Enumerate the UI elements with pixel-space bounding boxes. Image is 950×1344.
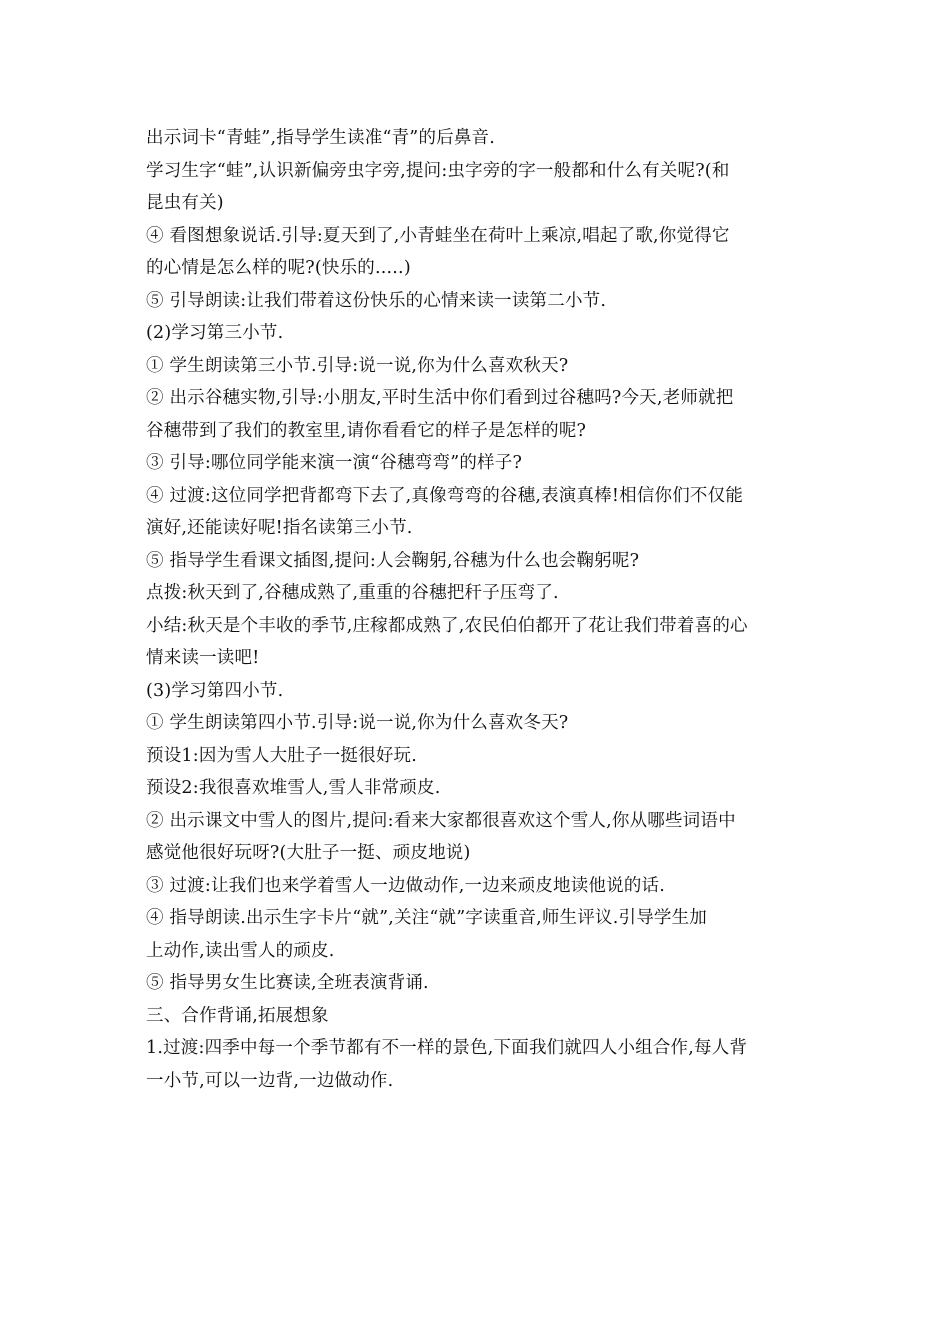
text-line: ③ 引导:哪位同学能来演一演“谷穗弯弯”的样子?	[146, 453, 523, 473]
text-line: ① 学生朗读第三小节.引导:说一说,你为什么喜欢秋天?	[146, 355, 569, 376]
text-line: ④ 看图想象说话.引导:夏天到了,小青蛙坐在荷叶上乘凉,唱起了歌,你觉得它	[146, 225, 730, 246]
text-line: ⑤ 指导学生看课文插图,提问:人会鞠躬,谷穗为什么也会鞠躬呢?	[146, 550, 640, 571]
section-heading: (2)学习第三小节.	[146, 323, 284, 343]
text-line: 演好,还能读好呢!指名读第三小节.	[146, 518, 413, 538]
text-line: 预设2:我很喜欢堆雪人,雪人非常顽皮.	[146, 778, 441, 798]
text-line: 情来读一读吧!	[146, 648, 260, 668]
text-line: ⑤ 指导男女生比赛读,全班表演背诵.	[146, 973, 429, 993]
document-body	[146, 122, 810, 1097]
text-line: ⑤ 引导朗读:让我们带着这份快乐的心情来读一读第二小节.	[146, 290, 607, 311]
text-line: 的心情是怎么样的呢?(快乐的.....)	[146, 258, 411, 278]
text-line: ④ 指导朗读.出示生字卡片“就”,关注“就”字读重音,师生评议.引导学生加	[146, 908, 707, 928]
text-line: 感觉他很好玩呀?(大肚子一挺、顽皮地说)	[146, 843, 471, 863]
text-line: 出示词卡“青蛙”,指导学生读准“青”的后鼻音.	[146, 128, 496, 148]
text-line: ④ 过渡:这位同学把背都弯下去了,真像弯弯的谷穗,表演真棒!相信你们不仅能	[146, 485, 744, 506]
text-line: 点拨:秋天到了,谷穗成熟了,重重的谷穗把秆子压弯了.	[146, 583, 559, 603]
text-line: 学习生字“蛙”,认识新偏旁虫字旁,提问:虫字旁的字一般都和什么有关呢?(和	[146, 160, 730, 181]
text-line: 昆虫有关)	[146, 193, 224, 213]
text-line: 小结:秋天是个丰收的季节,庄稼都成熟了,农民伯伯都开了花让我们带着喜的心	[146, 615, 748, 636]
text-line: 谷穗带到了我们的教室里,请你看看它的样子是怎样的呢?	[146, 420, 587, 441]
text-line: 预设1:因为雪人大肚子一挺很好玩.	[146, 745, 417, 766]
text-line: ① 学生朗读第四小节.引导:说一说,你为什么喜欢冬天?	[146, 713, 569, 733]
text-line: 1.过渡:四季中每一个季节都有不一样的景色,下面我们就四人小组合作,每人背	[146, 1038, 748, 1058]
text-line: ② 出示课文中雪人的图片,提问:看来大家都很喜欢这个雪人,你从哪些词语中	[146, 810, 736, 831]
section-heading: 三、合作背诵,拓展想象	[146, 1005, 329, 1026]
text-line: ③ 过渡:让我们也来学着雪人一边做动作,一边来顽皮地读他说的话.	[146, 875, 665, 896]
text-line: 上动作,读出雪人的顽皮.	[146, 940, 335, 961]
text-line: ② 出示谷穗实物,引导:小朋友,平时生活中你们看到过谷穗吗?今天,老师就把	[146, 388, 734, 408]
text-line: 一小节,可以一边背,一边做动作.	[146, 1070, 394, 1091]
section-heading: (3)学习第四小节.	[146, 680, 284, 701]
